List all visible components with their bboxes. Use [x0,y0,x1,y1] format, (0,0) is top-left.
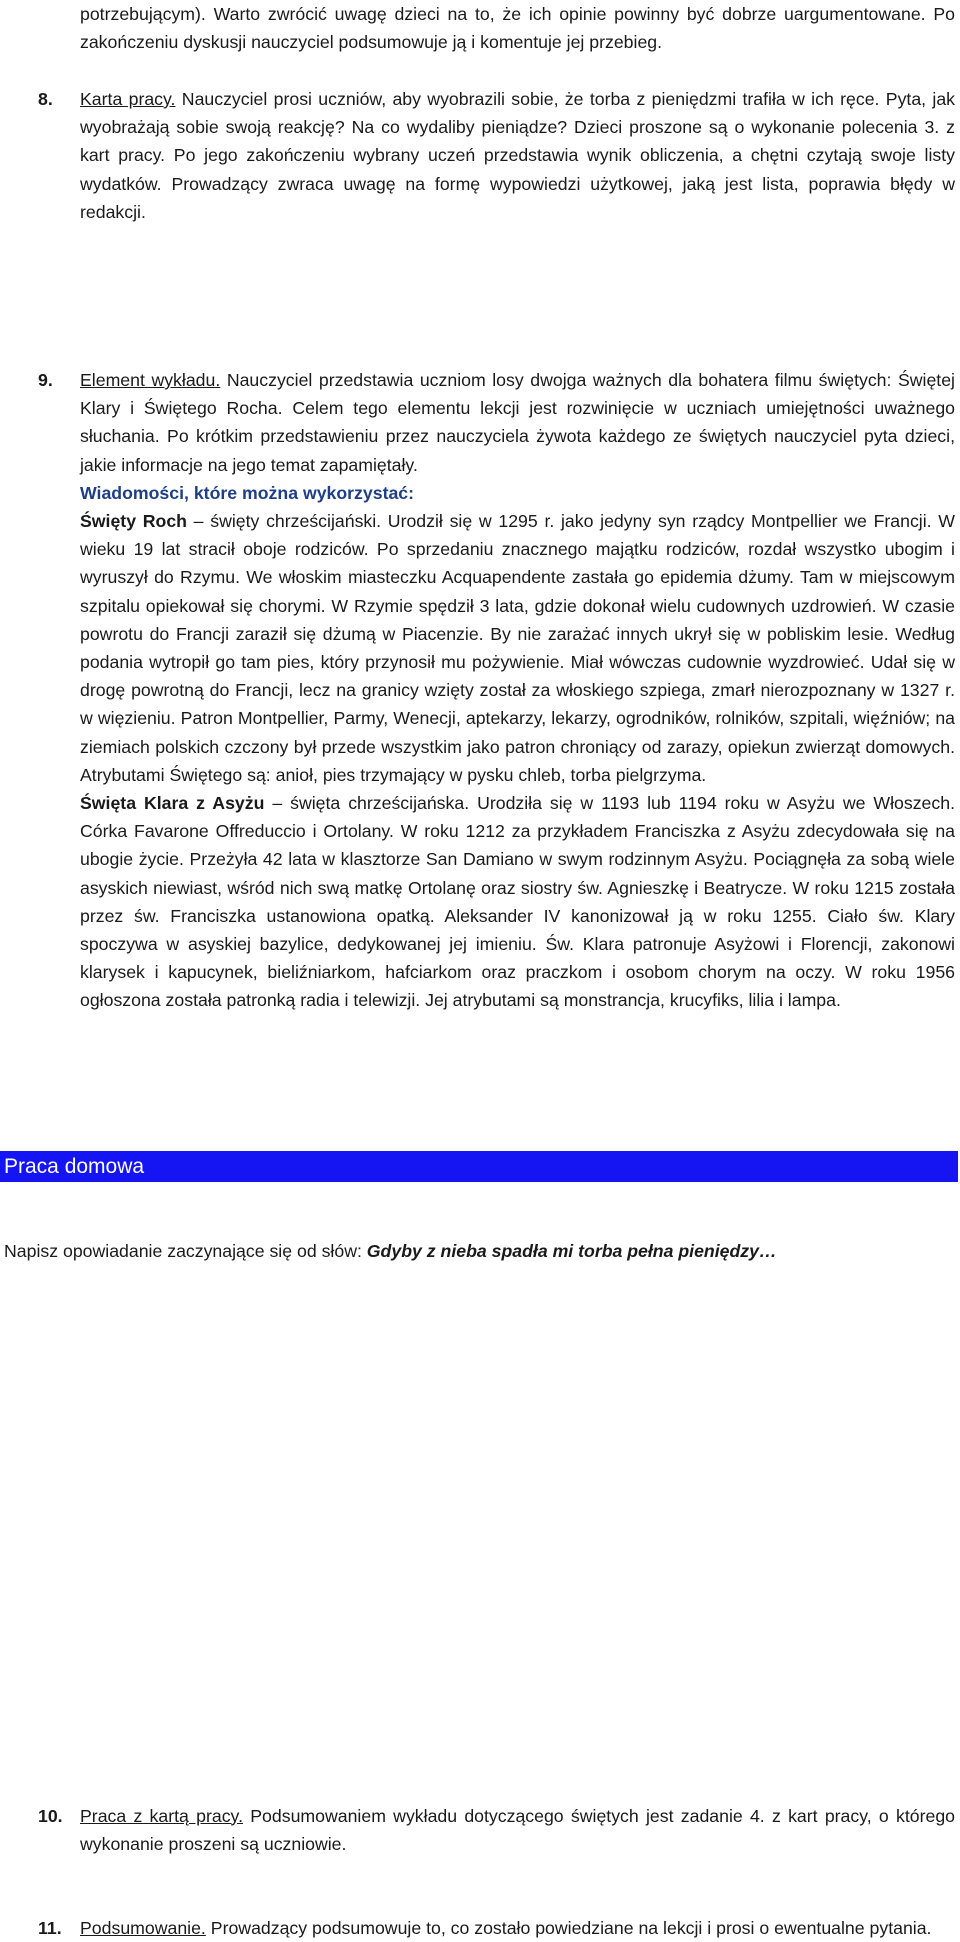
klara-text: – święta chrześcijańska. Urodziła się w 1193 lub 1194 roku w Asyżu we Włoszech. Córka Favarone Offreduccio i Ortolany. W roku 1212 za przykładem Franciszka z Asyżu zdecydowała się na ubogie życie. Przeżyła 42 lata w klasztorze San Damiano w swym rodzinnym Asyżu. Pociągnęła za sobą wiele asyskich niewiast, wśród nich swą matkę Ortolanę oraz siostry św. Agnieszkę i Beatrycze. W roku 1215 została przez św. Franciszka ustanowiona opatką. Aleksander IV kanonizował ją w roku 1255. Ciało św. Klary spoczywa w asyskiej bazylice, dedykowanej jej imieniu. Św. Klara patronuje Asyżowi i Florencji, zakonowi klarysek i kapucynek, bieliźniarkom, hafciarkom oraz praczkom i osobom chorym na oczy. W roku 1956 ogłoszona została patronką radia i telewizji. Jej atrybutami są monstrancja, krucyfiks, lilia i lampa. [80,793,955,1011]
item-text: Po jego zakończeniu wybrany uczeń przedstawia wynik obliczenia, a chętni czytają swoje listy wydatków. [80,145,955,194]
homework-task [4,1237,954,1265]
homework-banner: Praca domowa [0,1151,958,1182]
item-number: 9. [38,370,53,391]
item-text: Prowadzący zwraca uwagę na formę wypowiedzi użytkowej, jaką jest lista, poprawia błędy w redakcji. [80,173,955,222]
item-text: Nauczyciel przedstawia uczniom losy dwojga ważnych dla bohatera filmu świętych: Świętej Klary i Świętego Rocha. Celem tego elementu lekcji jest rozwinięcie w uczniach umiejętności uważnego słuchania. Po krótkim przedstawieniu przez nauczyciela żywota każdego ze świętych nauczyciel pyta dzieci, jakie informacje na jego temat zapamiętały. [80,370,955,475]
item-heading: Element wykładu. [80,370,221,391]
item-text: Prowadzący podsumowuje to, co zostało powiedziane na lekcji i prosi o ewentualne pytania. [205,1918,932,1939]
roch-text: – święty chrześcijański. Urodził się w 1295 r. jako jedyny syn rządcy Montpellier we Francji. W wieku 19 lat stracił oboje rodziców. Po sprzedaniu znacznego majątku rodziców, rozdał wszystko ubogim i wyruszył do Rzymu. We włoskim miasteczku Acquapendente zastała go epidemia dżumy. Tam w miejscowym szpitalu opiekował się chorymi. W Rzymie spędził 3 lata, gdzie dokonał wielu cudownych uzdrowień. W czasie powrotu do Francji zaraził się dżumą w Piacenzie. By nie zarażać innych ukrył się w pobliskim lesie. Według podania wytropił go tam pies, który przynosił mu pożywienie. Miał wówczas cudownie wyzdrowieć. Udał się w drogę powrotną do Francji, lecz na granicy wzięty został za włoskiego szpiega, zmarł nierozpoznany w 1327 r. w więzieniu. Patron Montpellier, Parmy, Wenecji, aptekarzy, lekarzy, ogrodników, rolników, szpitali, więźniów; na ziemiach polskich czczony był przede wszystkim jako patron chroniący od zarazy, opiekun zwierząt domowych. Atrybutami Świętego są: anioł, pies trzymający w pysku chleb, torba pielgrzyma. [80,511,955,785]
item-heading: Praca z kartą pracy. [80,1805,243,1826]
list-item-11 [38,1914,955,1942]
roch-paragraph [80,507,955,789]
intro-text: potrzebującym). Warto zwrócić uwagę dzieci na to, że ich opinie powinny być dobrze uargumentowane. Po zakończeniu dyskusji nauczyciel podsumowuje ją i komentuje jej przebieg. [80,4,955,53]
item-heading: Podsumowanie. [80,1918,206,1939]
item-number: 8. [38,89,53,109]
roch-name: Święty Roch [80,511,187,532]
list-item-8 [38,85,956,226]
task-quote: Gdyby z nieba spadła mi torba pełna pieniędzy… [366,1241,777,1261]
item-text: Podsumowaniem wykładu dotyczącego świętych jest zadanie 4. z kart pracy, o którego wykonanie proszeni są uczniowie. [80,1805,956,1854]
item-text: Nauczyciel prosi uczniów, aby wyobrazili sobie, że torba z pieniędzmi trafiła w ich ręce. Pyta, jak wyobrażają sobie swoją reakcję? Na co wydaliby pieniądze? Dzieci proszone są o wykonanie polecenia 3. z kart pracy. [80,89,956,166]
item-heading: Karta pracy. [80,89,176,109]
klara-name: Święta Klara z Asyżu [80,793,265,814]
info-heading: Wiadomości, które można wykorzystać: [80,482,415,503]
klara-paragraph [80,789,955,1015]
item-number: 11. [38,1918,62,1939]
item-number: 10. [38,1805,63,1826]
task-text: Napisz opowiadanie zaczynające się od słów: [4,1241,367,1261]
intro-paragraph [80,0,955,56]
list-item-9 [38,366,955,1015]
list-item-10 [38,1802,956,1858]
